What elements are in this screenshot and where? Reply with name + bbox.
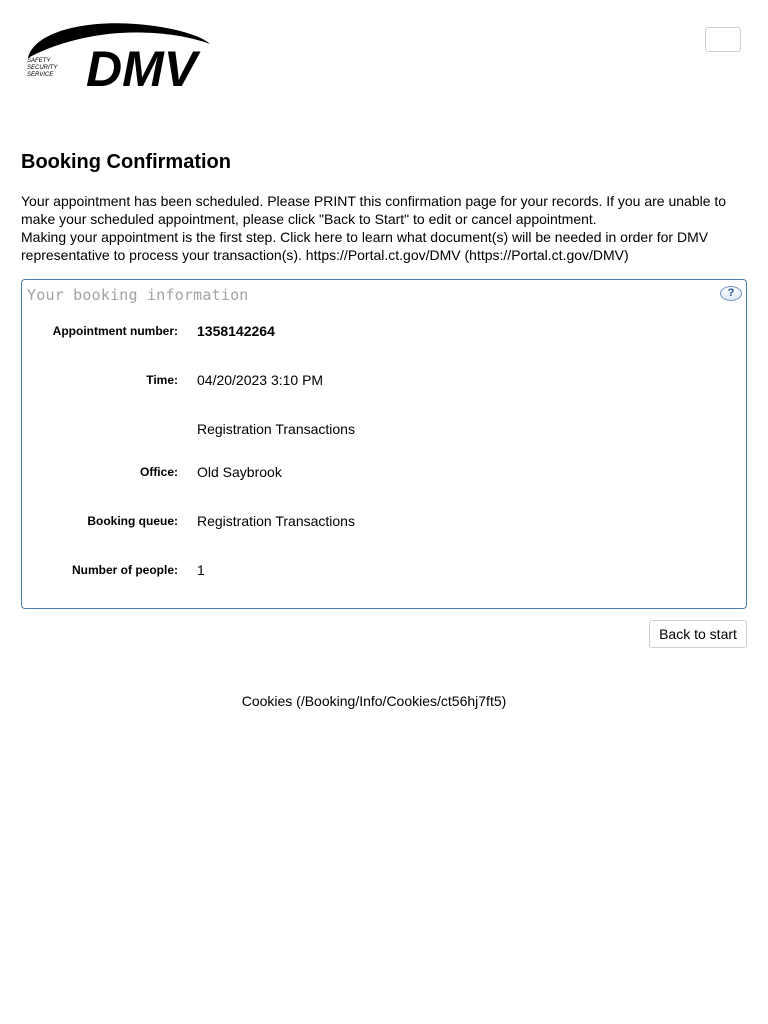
appointment-number-row [22, 322, 746, 342]
number-of-people-value: 1 [197, 562, 205, 578]
intro-paragraph-documents[interactable]: Making your appointment is the first step. Click here to learn what document(s) will be needed in order for DMV representative to process your transaction(s). https://Portal.ct.gov/DMV (https://Portal.ct.gov/DMV) [21, 229, 709, 263]
dmv-logo[interactable] [24, 22, 218, 90]
number-of-people-label: Number of people: [71, 563, 178, 577]
number-of-people-row [22, 561, 746, 581]
logo-tagline-security: SECURITY [27, 65, 58, 71]
menu-button[interactable] [705, 27, 741, 52]
booking-info-title: Your booking information [27, 286, 249, 304]
header [0, 0, 768, 120]
booking-info-panel [21, 279, 747, 609]
booking-queue-row [22, 512, 746, 532]
office-row [22, 463, 746, 483]
office-value: Old Saybrook [197, 464, 282, 480]
office-label: Office: [139, 465, 178, 479]
time-row [22, 371, 746, 391]
service-value: Registration Transactions [197, 421, 355, 437]
dmv-logo-graphic [24, 22, 218, 90]
back-to-start-button[interactable]: Back to start [649, 620, 747, 648]
intro-paragraph-print: Your appointment has been scheduled. Please PRINT this confirmation page for your records. If you are unable to make your scheduled appointment, please click "Back to Start" to edit or cancel appointment. [21, 193, 727, 227]
page-title: Booking Confirmation [21, 151, 231, 173]
appointment-number-label: Appointment number: [52, 324, 178, 338]
cookies-link[interactable]: Cookies (/Booking/Info/Cookies/ct56hj7ft5) [241, 693, 507, 709]
service-row [22, 420, 746, 440]
appointment-number-value: 1358142264 [197, 323, 275, 339]
booking-queue-label: Booking queue: [87, 514, 178, 528]
logo-tagline-service: SERVICE [27, 72, 54, 78]
logo-tagline-safety: SAFETY [27, 58, 51, 64]
booking-queue-value: Registration Transactions [197, 513, 355, 529]
time-value: 04/20/2023 3:10 PM [197, 372, 324, 388]
intro-text [21, 192, 741, 264]
time-label: Time: [146, 373, 178, 387]
help-icon[interactable]: ? [720, 286, 742, 301]
dmv-logo-text: DMV [86, 41, 198, 90]
